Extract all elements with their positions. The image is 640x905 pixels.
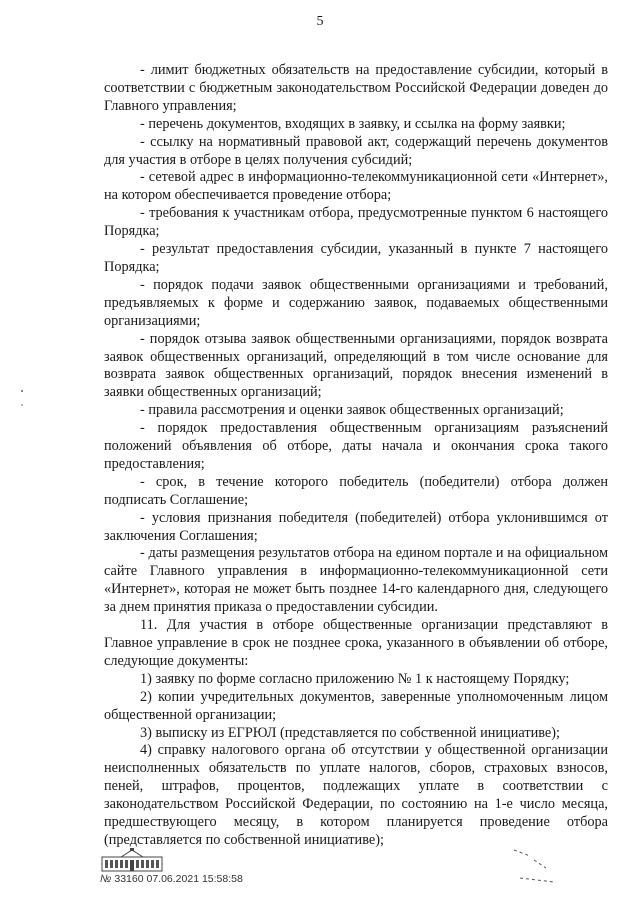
paragraph-budget-limit: - лимит бюджетных обязательств на предоставление субсидии, который в соответствии с бюджетным законодательством Российской Федерации доведен до Главного управления; (104, 62, 608, 114)
registry-number-timestamp: 33160 07.06.2021 15:58:58 (114, 873, 243, 885)
paragraph-results-publication: - даты размещения результатов отбора на едином портале и на официальном сайте Главного управления в информационно-телекоммуникационной сети «Интернет», которая не может быть позднее 14-го календарного дня, следующего за днем принятия приказа о предоставлении субсидии. (104, 545, 608, 616)
paragraph-legal-act-link: - ссылку на нормативный правовой акт, содержащий перечень документов для участия в отборе в целях получения субсидий; (104, 133, 608, 168)
paragraph-section-11: 11. Для участия в отборе общественные организации представляют в Главное управление в срок не позднее срока, указанного в объявлении об отборе, следующие документы: (104, 617, 608, 669)
paragraph-item-4: 4) справку налогового органа об отсутствии у общественной организации неисполненных обязательств по уплате налогов, сборов, страховых взносов, пеней, штрафов, процентов, подлежащих уплате в соответствии с законодательством Российской Федерации, по состоянию на 1-е число месяца, предшествующего месяцу, в котором планируется проведение отбора (представляется по собственной инициативе); (104, 742, 608, 848)
building-stamp-icon (101, 848, 163, 874)
registration-footer (100, 873, 243, 885)
paragraph-document-list: - перечень документов, входящих в заявку, и ссылка на форму заявки; (140, 115, 566, 132)
paragraph-item-3: 3) выписку из ЕГРЮЛ (представляется по собственной инициативе); (140, 724, 560, 741)
paragraph-network-address: - сетевой адрес в информационно-телекоммуникационной сети «Интернет», на котором обеспечивается проведение отбора; (104, 169, 608, 204)
paragraph-item-2: 2) копии учредительных документов, заверенные уполномоченным лицом общественной организации; (104, 688, 608, 723)
paragraph-signing-deadline: - срок, в течение которого победитель (победители) отбора должен подписать Соглашение; (104, 473, 608, 508)
paragraph-clarifications: - порядок предоставления общественным организациям разъяснений положений объявления об отборе, даты начала и окончания срока такого предоставления; (104, 420, 608, 472)
page-number: 5 (316, 14, 324, 29)
registry-number-sign: № (100, 873, 112, 885)
paragraph-evasion-conditions: - условия признания победителя (победителей) отбора уклонившимся от заключения Соглашения; (104, 509, 608, 544)
pen-stroke-mark (510, 838, 560, 888)
paragraph-withdrawal-procedure: - порядок отзыва заявок общественными организациями, порядок возврата заявок общественных организаций, определяющий в том числе основание для возврата заявок общественных организаций, порядок внесения изменений в заявки общественных организаций; (104, 330, 608, 401)
margin-dot-mark (18, 385, 26, 425)
paragraph-item-1: 1) заявку по форме согласно приложению № 1 к настоящему Порядку; (140, 670, 570, 687)
paragraph-subsidy-result: - результат предоставления субсидии, указанный в пункте 7 настоящего Порядка; (104, 241, 608, 275)
paragraph-evaluation-rules: - правила рассмотрения и оценки заявок общественных организаций; (140, 402, 564, 419)
document-body (104, 62, 608, 850)
paragraph-application-procedure: - порядок подачи заявок общественными организациями и требований, предъявляемых к форме и содержанию заявок, подаваемых общественными организациями; (104, 276, 608, 329)
paragraph-participant-requirements: - требования к участникам отбора, предусмотренные пунктом 6 настоящего Порядка; (104, 205, 608, 240)
